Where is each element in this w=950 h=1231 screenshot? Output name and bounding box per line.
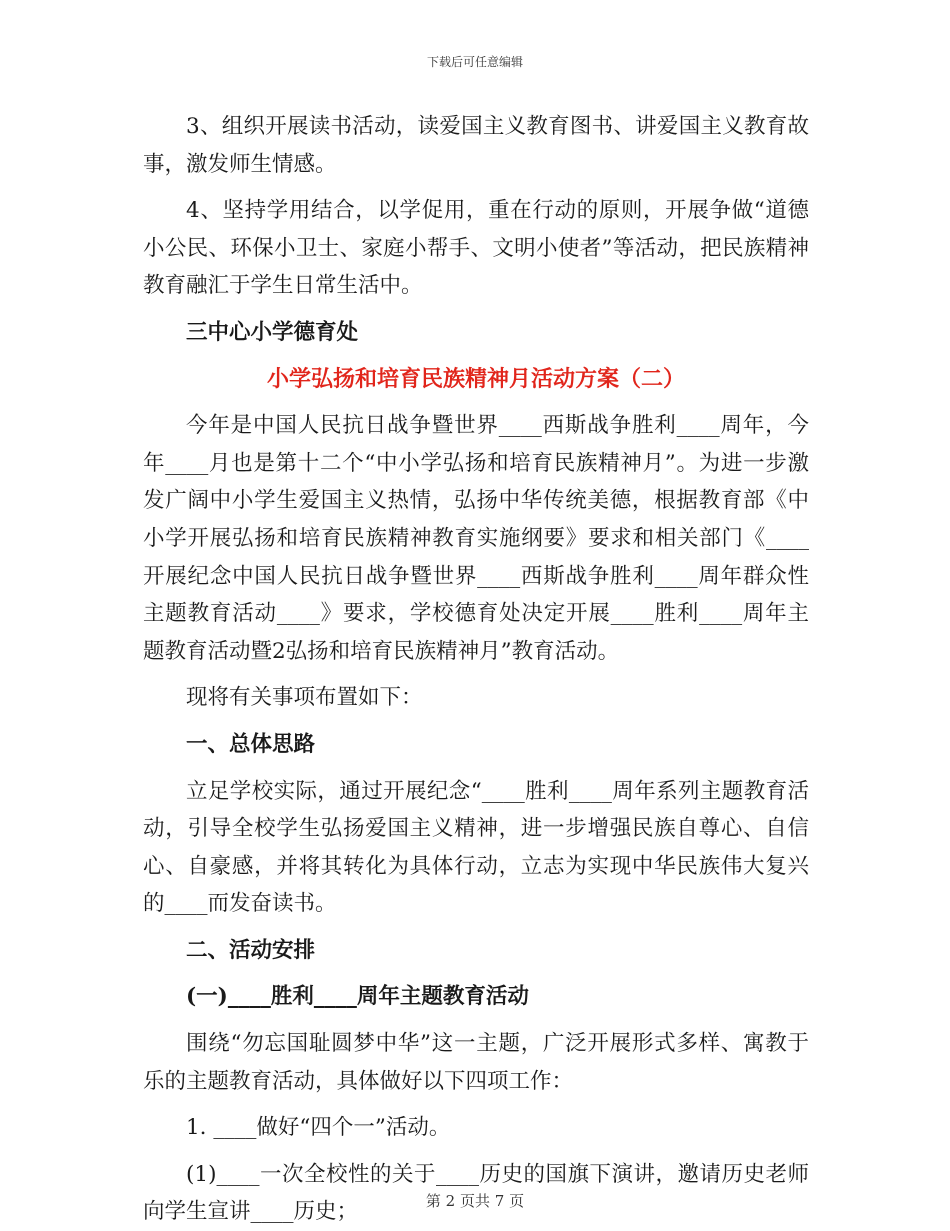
list-item-flag-speech: (1)____一次全校性的关于____历史的国旗下演讲，邀请历史老师向学生宣讲____历史； [143, 1161, 809, 1225]
paragraph-overall-idea: 立足学校实际，通过开展纪念“____胜利____周年系列主题教育活动，引导全校学生弘扬爱国主义精神，进一步增强民族自尊心、自信心、自豪感，并将其转化为具体行动，立志为实现中华民族伟大复兴的____而发奋读书。 [143, 778, 809, 917]
page-header: 下载后可任意编辑 [426, 55, 523, 69]
signature-department: 三中心小学德育处 [186, 319, 359, 345]
document-body [143, 108, 809, 1231]
subsection-heading-theme-activity: (一)____胜利____周年主题教育活动 [186, 984, 529, 1010]
paragraph-arrangement-intro: 现将有关事项布置如下： [186, 685, 423, 711]
paragraph-reading-activity: 3、组织开展读书活动，读爱国主义教育图书、讲爱国主义教育故事，激发师生情感。 [143, 114, 809, 177]
list-item-four-ones: 1. ____做好“四个一”活动。 [186, 1115, 451, 1141]
document-title: 小学弘扬和培育民族精神月活动方案（二） [266, 365, 685, 392]
paragraph-theme-description: 围绕“勿忘国耻圆梦中华”这一主题，广泛开展形式多样、寓教于乐的主题教育活动，具体做好以下四项工作： [143, 1031, 809, 1094]
section-heading-activities: 二、活动安排 [186, 937, 316, 963]
page-footer: 第 2 页共 7 页 [425, 1192, 525, 1210]
paragraph-introduction: 今年是中国人民抗日战争暨世界____西斯战争胜利____周年，今年____月也是第十二个“中小学弘扬和培育民族精神月”。为进一步激发广阔中小学生爱国主义热情，弘扬中华传统美德，根据教育部《中小学开展弘扬和培育民族精神教育实施纲要》要求和相关部门《____开展纪念中国人民抗日战争暨世界____西斯战争胜利____周年群众性主题教育活动____》要求，学校德育处决定开展____胜利____周年主题教育活动暨2弘扬和培育民族精神月”教育活动。 [143, 413, 809, 664]
paragraph-practice-activity: 4、坚持学用结合，以学促用，重在行动的原则，开展争做“道德小公民、环保小卫士、家庭小帮手、文明小使者”等活动，把民族精神教育融汇于学生日常生活中。 [143, 198, 809, 299]
section-heading-overall: 一、总体思路 [186, 731, 316, 757]
